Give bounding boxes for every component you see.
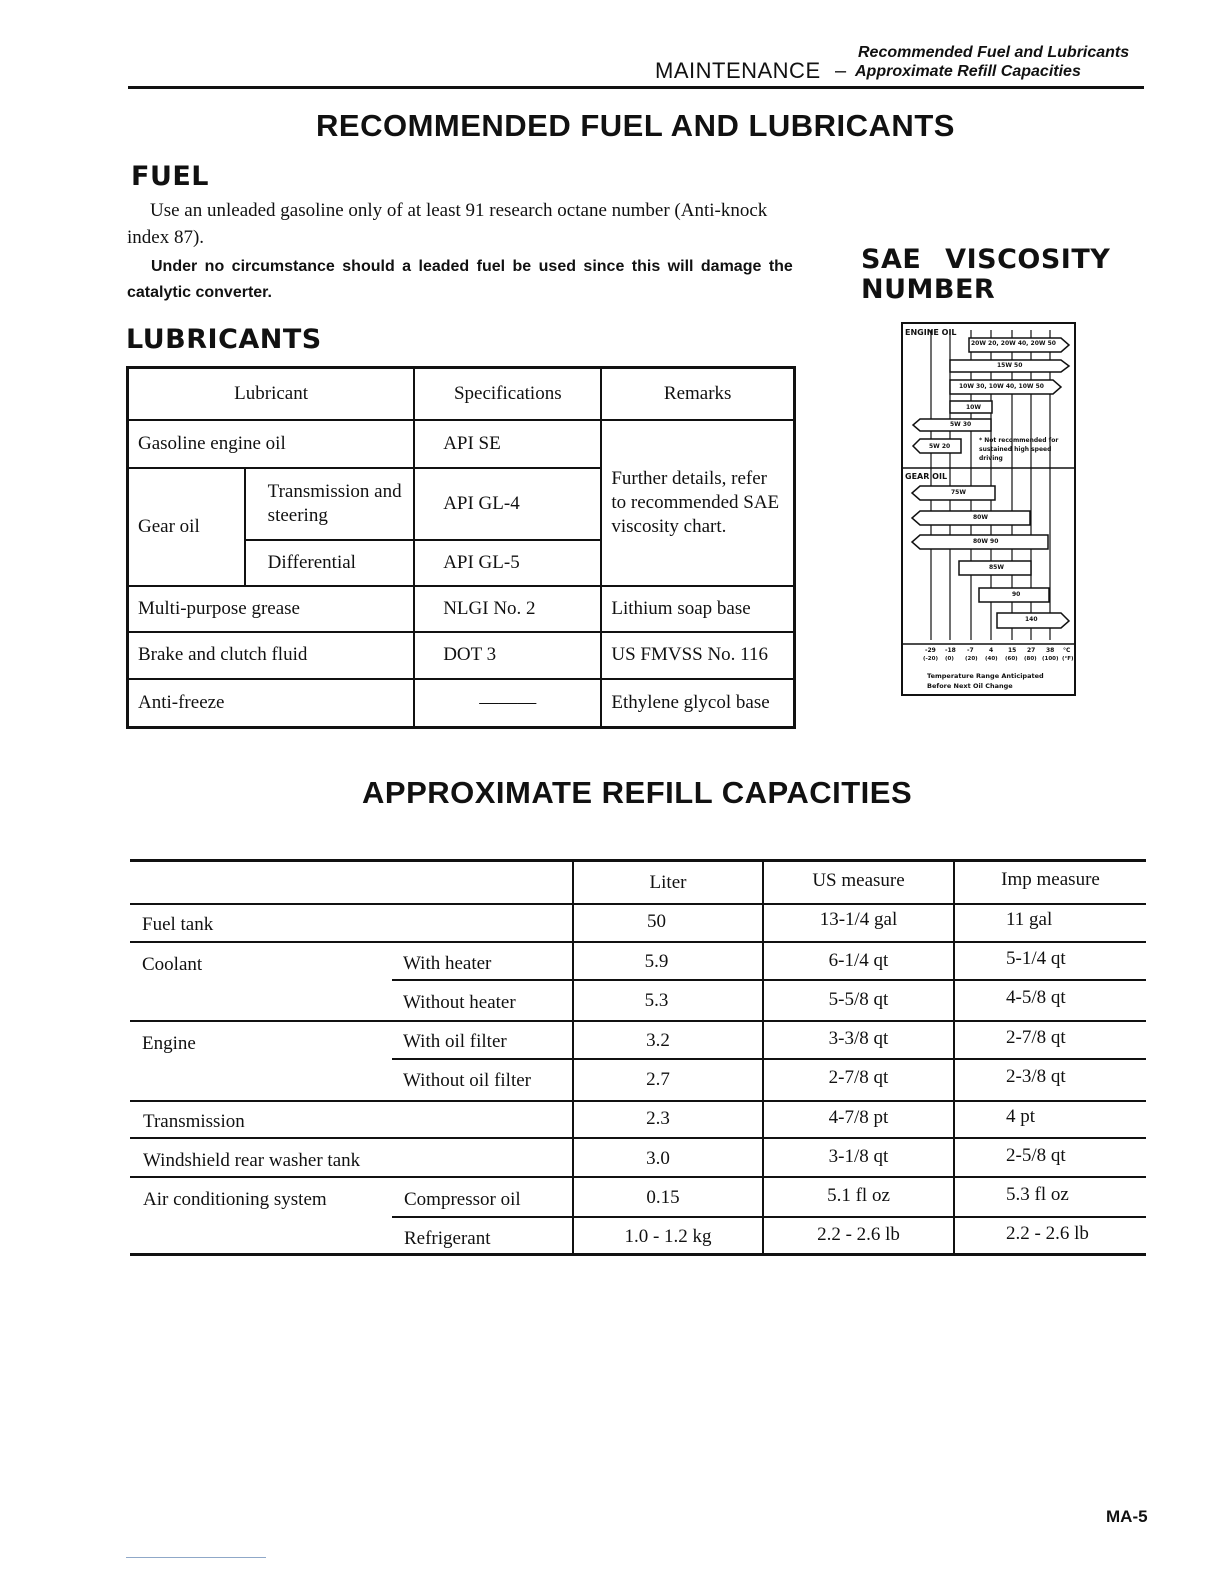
refill-rule-7 [130, 1176, 1146, 1178]
header-section: MAINTENANCE [655, 58, 821, 83]
refill-rule-3 [130, 1020, 1146, 1022]
refill-item: Fuel tank [142, 914, 214, 935]
sae-chart-graphic [903, 324, 1074, 694]
refill-rule-8 [392, 1216, 1146, 1218]
sae-temp-f-1: (0) [945, 656, 954, 662]
remarks-further-details: Further details, refer to recommended SAE viscosity chart. [601, 420, 794, 586]
remarks-brake-clutch-fluid: US FMVSS No. 116 [601, 632, 794, 679]
refill-sub: Without oil filter [403, 1070, 531, 1091]
refill-item: Transmission [143, 1111, 245, 1132]
refill-item: Engine [142, 1033, 196, 1054]
sae-temp-c-2: -7 [967, 647, 974, 654]
refill-header-liter: Liter [649, 872, 687, 893]
sae-heading-line1: SAE VISCOSITY [861, 244, 1111, 275]
fuel-paragraph-line2: index 87). [127, 227, 205, 248]
lubricants-heading: LUBRICANTS [126, 324, 322, 355]
sae-bar-label-20w: 20W 20, 20W 40, 20W 50 [971, 340, 1056, 347]
refill-imp: 2-7/8 qt [1006, 1027, 1066, 1048]
refill-rule-2 [392, 979, 1146, 981]
refill-rule-5 [130, 1100, 1146, 1102]
refill-liter: 50 [647, 911, 666, 932]
sae-bar-label-10w: 10W [966, 404, 981, 411]
sae-temp-f-2: (20) [965, 656, 978, 662]
lubricants-table [126, 366, 796, 729]
sae-caption-line1: Temperature Range Anticipated [927, 672, 1044, 680]
spec-transmission-steering: API GL-4 [414, 468, 601, 540]
refill-rule-6 [130, 1137, 1146, 1139]
refill-bottom-rule [130, 1253, 1146, 1256]
refill-header-us: US measure [812, 870, 905, 891]
sae-bar-label-80w: 80W [973, 514, 988, 521]
refill-liter: 0.15 [646, 1187, 680, 1208]
spec-multi-purpose-grease: NLGI No. 2 [414, 586, 601, 632]
refill-imp: 4 pt [1006, 1106, 1036, 1127]
fuel-heading: FUEL [131, 161, 210, 192]
refill-imp: 2-5/8 qt [1006, 1145, 1066, 1166]
sae-temp-f-6: (100) [1042, 656, 1059, 662]
spec-anti-freeze: ——— [414, 679, 601, 728]
lubricant-multi-purpose-grease: Multi-purpose grease [128, 586, 415, 632]
header-subtitle-2: Approximate Refill Capacities [855, 63, 1081, 80]
refill-rule-4 [392, 1058, 1146, 1060]
sae-temp-c-1: -18 [945, 647, 956, 654]
lubricant-gasoline-engine-oil: Gasoline engine oil [128, 420, 415, 468]
refill-liter: 1.0 - 1.2 kg [624, 1226, 712, 1247]
lubricant-gear-oil: Gear oil [128, 468, 245, 586]
sae-temp-c-unit: °C [1063, 647, 1071, 654]
col-header-specifications: Specifications [414, 368, 601, 420]
refill-liter: 3.0 [646, 1148, 670, 1169]
sae-engine-oil-label: ENGINE OIL [905, 328, 957, 337]
sae-temp-c-3: 4 [989, 647, 994, 654]
refill-item: Air conditioning system [143, 1189, 327, 1210]
refill-liter: 5.3 [644, 990, 669, 1011]
refill-liter: 2.3 [646, 1108, 670, 1129]
refill-us: 6-1/4 qt [828, 950, 889, 971]
sae-caption-line2: Before Next Oil Change [927, 682, 1013, 690]
col-header-lubricant: Lubricant [128, 368, 415, 420]
refill-imp: 4-5/8 qt [1006, 987, 1066, 1008]
header-dash: – [835, 60, 847, 82]
refill-sub: With heater [403, 953, 492, 974]
sae-bar-label-15w50: 15W 50 [997, 362, 1023, 369]
refill-us: 2.2 - 2.6 lb [817, 1224, 900, 1245]
refill-item: Windshield rear washer tank [143, 1150, 361, 1171]
refill-imp: 5.3 fl oz [1006, 1184, 1069, 1205]
refill-liter: 5.9 [644, 951, 669, 972]
refill-title: APPROXIMATE REFILL CAPACITIES [362, 775, 913, 810]
refill-sub: With oil filter [403, 1031, 507, 1052]
fuel-warning-line1: Under no circumstance should a leaded fuel be used since this will damage the [151, 258, 793, 275]
sae-bar-label-5w20: 5W 20 [929, 443, 951, 450]
refill-imp: 2.2 - 2.6 lb [1006, 1223, 1089, 1244]
refill-us: 5-5/8 qt [828, 989, 889, 1010]
refill-us: 3-1/8 qt [828, 1146, 889, 1167]
sae-temp-c-5: 27 [1027, 647, 1036, 654]
page-number: MA-5 [1106, 1507, 1148, 1526]
refill-sub: Compressor oil [404, 1189, 521, 1210]
lubricant-transmission-steering: Transmission and steering [245, 468, 415, 540]
refill-rule-1 [130, 941, 1146, 943]
remarks-anti-freeze: Ethylene glycol base [601, 679, 794, 728]
sae-bar-label-10w30: 10W 30, 10W 40, 10W 50 [959, 383, 1044, 390]
lubricant-differential: Differential [245, 540, 415, 586]
remarks-multi-purpose-grease: Lithium soap base [601, 586, 794, 632]
refill-top-rule [130, 859, 1146, 862]
refill-imp: 5-1/4 qt [1006, 948, 1066, 969]
sae-temp-f-3: (40) [985, 656, 998, 662]
spec-brake-clutch-fluid: DOT 3 [414, 632, 601, 679]
refill-us: 3-3/8 qt [828, 1028, 889, 1049]
spec-differential: API GL-5 [414, 540, 601, 586]
sae-temp-f-0: (-20) [923, 656, 938, 662]
page-title: RECOMMENDED FUEL AND LUBRICANTS [316, 108, 955, 143]
sae-bar-label-140: 140 [1025, 616, 1038, 623]
sae-temp-f-unit: (°F) [1062, 656, 1074, 662]
refill-header-imp: Imp measure [1001, 869, 1100, 890]
header-rule [128, 86, 1144, 89]
refill-liter: 3.2 [646, 1030, 670, 1051]
sae-gear-oil-label: GEAR OIL [905, 472, 948, 481]
col-header-remarks: Remarks [601, 368, 794, 420]
sae-temp-f-5: (80) [1024, 656, 1037, 662]
sae-heading-line2: NUMBER [861, 274, 996, 305]
sae-bar-label-80w90: 80W 90 [973, 538, 999, 545]
sae-bar-label-90: 90 [1012, 591, 1021, 598]
fuel-paragraph-line1: Use an unleaded gasoline only of at least 91 research octane number (Anti-knock [150, 200, 768, 221]
fuel-warning-line2: catalytic converter. [127, 284, 272, 301]
sae-bar-label-85w: 85W [989, 564, 1004, 571]
refill-item: Coolant [142, 954, 203, 975]
lubricant-brake-clutch-fluid: Brake and clutch fluid [128, 632, 415, 679]
refill-liter: 2.7 [646, 1069, 670, 1090]
sae-temp-c-6: 38 [1046, 647, 1055, 654]
sae-bar-label-5w30: 5W 30 [950, 421, 972, 428]
refill-us: 5.1 fl oz [827, 1185, 890, 1206]
sae-temp-f-4: (60) [1005, 656, 1018, 662]
sae-temp-c-0: -29 [925, 647, 936, 654]
refill-sub: Without heater [403, 992, 516, 1013]
sae-temp-c-4: 15 [1008, 647, 1017, 654]
sae-viscosity-chart [901, 322, 1076, 696]
footer-rule [126, 1557, 266, 1558]
bar-80w [912, 511, 1030, 525]
refill-sub: Refrigerant [404, 1228, 491, 1249]
refill-us: 13-1/4 gal [819, 909, 898, 930]
header-subtitle-1: Recommended Fuel and Lubricants [858, 44, 1130, 61]
refill-imp: 2-3/8 qt [1006, 1066, 1066, 1087]
refill-header-rule [130, 903, 1146, 905]
refill-us: 4-7/8 pt [828, 1107, 889, 1128]
lubricant-anti-freeze: Anti-freeze [128, 679, 415, 728]
refill-imp: 11 gal [1006, 909, 1053, 930]
sae-bar-label-75w: 75W [951, 489, 966, 496]
sae-note: * Not recommended for sustained high speed driving [979, 437, 1059, 462]
spec-gasoline-engine-oil: API SE [414, 420, 601, 468]
refill-us: 2-7/8 qt [828, 1067, 889, 1088]
